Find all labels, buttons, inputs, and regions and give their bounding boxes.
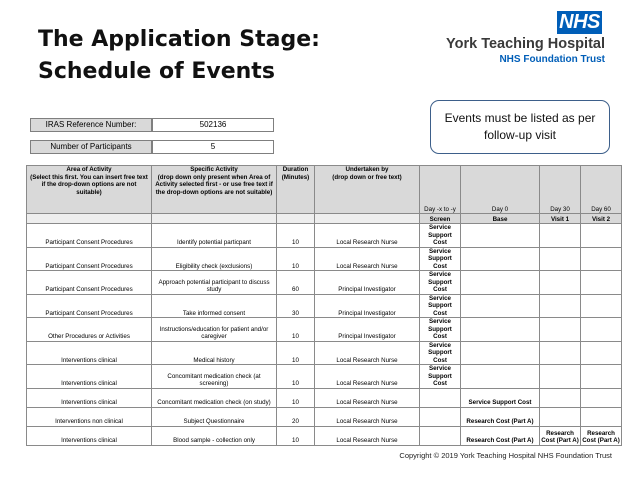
undertaken-by-cell[interactable]: Principal Investigator	[315, 271, 420, 295]
visit-cost-cell[interactable]: Service Support Cost	[420, 365, 461, 389]
visit-cost-cell[interactable]: Service Support Cost	[420, 247, 461, 271]
visit-cost-cell[interactable]: Research Cost (Part A)	[540, 426, 581, 445]
visit-cost-cell[interactable]: Service Support Cost	[420, 224, 461, 248]
visit-cost-cell[interactable]	[461, 294, 540, 318]
visit-cost-cell[interactable]	[461, 341, 540, 365]
area-of-activity-cell[interactable]: Participant Consent Procedures	[27, 247, 152, 271]
header-visit-day: Day 60	[581, 166, 622, 214]
visit-cost-cell[interactable]: Service Support Cost	[420, 341, 461, 365]
copyright-text: Copyright © 2019 York Teaching Hospital NHS Foundation Trust	[399, 451, 612, 460]
visit-cost-cell[interactable]	[540, 318, 581, 342]
visit-name: Screen	[420, 214, 461, 224]
table-row	[27, 426, 622, 445]
visit-cost-cell[interactable]: Service Support Cost	[420, 294, 461, 318]
duration-cell[interactable]: 30	[277, 294, 315, 318]
visit-cost-cell[interactable]	[581, 224, 622, 248]
nhs-logo-badge: NHS	[557, 11, 602, 34]
visit-cost-cell[interactable]	[461, 365, 540, 389]
header-visit-day: Day 30	[540, 166, 581, 214]
visit-cost-cell[interactable]	[540, 365, 581, 389]
table-header-row	[27, 166, 622, 214]
visit-name: Base	[461, 214, 540, 224]
visit-cost-cell[interactable]	[540, 271, 581, 295]
area-of-activity-cell[interactable]: Participant Consent Procedures	[27, 224, 152, 248]
visit-name-row	[27, 214, 622, 224]
duration-cell[interactable]: 10	[277, 224, 315, 248]
specific-activity-cell[interactable]: Concomitant medication check (on study)	[152, 388, 277, 407]
duration-cell[interactable]: 10	[277, 426, 315, 445]
area-of-activity-cell[interactable]: Interventions non clinical	[27, 407, 152, 426]
table-row	[27, 294, 622, 318]
duration-cell[interactable]: 20	[277, 407, 315, 426]
visit-cost-cell[interactable]: Service Support Cost	[420, 271, 461, 295]
header-visit-day: Day -x to -y	[420, 166, 461, 214]
duration-cell[interactable]: 10	[277, 365, 315, 389]
visit-cost-cell[interactable]	[540, 224, 581, 248]
header-duration: Duration (Minutes)	[277, 166, 315, 214]
visit-cost-cell[interactable]	[581, 388, 622, 407]
area-of-activity-cell[interactable]: Interventions clinical	[27, 341, 152, 365]
table-row	[27, 365, 622, 389]
table-row	[27, 271, 622, 295]
visit-cost-cell[interactable]	[540, 407, 581, 426]
participants-label: Number of Participants	[30, 140, 152, 154]
specific-activity-cell[interactable]: Blood sample - collection only	[152, 426, 277, 445]
table-row	[27, 224, 622, 248]
header-undertaken-by: Undertaken by (drop down or free text)	[315, 166, 420, 214]
visit-cost-cell[interactable]	[581, 365, 622, 389]
visit-cost-cell[interactable]: Research Cost (Part A)	[461, 407, 540, 426]
table-row	[27, 407, 622, 426]
table-row	[27, 388, 622, 407]
specific-activity-cell[interactable]: Instructions/education for patient and/or caregiver	[152, 318, 277, 342]
visit-cost-cell[interactable]	[581, 407, 622, 426]
visit-cost-cell[interactable]	[540, 247, 581, 271]
area-of-activity-cell[interactable]: Participant Consent Procedures	[27, 271, 152, 295]
duration-cell[interactable]: 10	[277, 341, 315, 365]
schedule-body	[27, 224, 622, 446]
undertaken-by-cell[interactable]: Principal Investigator	[315, 318, 420, 342]
specific-activity-cell[interactable]: Medical history	[152, 341, 277, 365]
visit-cost-cell[interactable]	[581, 247, 622, 271]
undertaken-by-cell[interactable]: Local Research Nurse	[315, 426, 420, 445]
undertaken-by-cell[interactable]: Local Research Nurse	[315, 341, 420, 365]
specific-activity-cell[interactable]: Concomitant medication check (at screening)	[152, 365, 277, 389]
undertaken-by-cell[interactable]: Local Research Nurse	[315, 224, 420, 248]
visit-cost-cell[interactable]	[461, 247, 540, 271]
area-of-activity-cell[interactable]: Participant Consent Procedures	[27, 294, 152, 318]
duration-cell[interactable]: 10	[277, 388, 315, 407]
duration-cell[interactable]: 60	[277, 271, 315, 295]
undertaken-by-cell[interactable]: Local Research Nurse	[315, 388, 420, 407]
area-of-activity-cell[interactable]: Other Procedures or Activities	[27, 318, 152, 342]
visit-cost-cell[interactable]	[461, 271, 540, 295]
visit-cost-cell[interactable]	[581, 341, 622, 365]
specific-activity-cell[interactable]: Approach potential participant to discuss study	[152, 271, 277, 295]
undertaken-by-cell[interactable]: Local Research Nurse	[315, 365, 420, 389]
visit-cost-cell[interactable]	[420, 426, 461, 445]
title-line-1: The Application Stage:	[38, 27, 320, 52]
header-visit-day: Day 0	[461, 166, 540, 214]
visit-cost-cell[interactable]: Service Support Cost	[461, 388, 540, 407]
org-name: York Teaching Hospital	[446, 36, 605, 52]
visit-cost-cell[interactable]	[581, 294, 622, 318]
undertaken-by-cell[interactable]: Principal Investigator	[315, 294, 420, 318]
visit-cost-cell[interactable]: Service Support Cost	[420, 318, 461, 342]
visit-cost-cell[interactable]	[581, 271, 622, 295]
page-title	[38, 24, 320, 88]
undertaken-by-cell[interactable]: Local Research Nurse	[315, 407, 420, 426]
duration-cell[interactable]: 10	[277, 318, 315, 342]
table-row	[27, 341, 622, 365]
note-text: Events must be listed as per follow-up visit	[444, 111, 596, 142]
table-row	[27, 318, 622, 342]
specific-activity-cell[interactable]: Eligibility check (exclusions)	[152, 247, 277, 271]
specific-activity-cell[interactable]: Identify potential particpant	[152, 224, 277, 248]
visit-name: Visit 2	[581, 214, 622, 224]
visit-cost-cell[interactable]	[540, 294, 581, 318]
area-of-activity-cell[interactable]: Interventions clinical	[27, 426, 152, 445]
participants-value-field[interactable]: 5	[152, 140, 274, 154]
org-trust-name: NHS Foundation Trust	[499, 54, 605, 65]
note-callout	[430, 100, 610, 154]
visit-cost-cell[interactable]: Research Cost (Part A)	[581, 426, 622, 445]
area-of-activity-cell[interactable]: Interventions clinical	[27, 388, 152, 407]
specific-activity-cell[interactable]: Subject Questionnaire	[152, 407, 277, 426]
visit-cost-cell[interactable]	[461, 224, 540, 248]
iras-label: IRAS Reference Number:	[30, 118, 152, 132]
header-area-of-activity: Area of Activity (Select this first. You can insert free text if the drop-down options are not suitable)	[27, 166, 152, 214]
header-specific-activity: Specific Activity (drop down only present when Area of Activity selected first - or use free text if the drop-down options are not suitable)	[152, 166, 277, 214]
title-line-2: Schedule of Events	[38, 59, 275, 84]
visit-cost-cell[interactable]	[420, 388, 461, 407]
table-row	[27, 247, 622, 271]
visit-cost-cell[interactable]: Research Cost (Part A)	[461, 426, 540, 445]
specific-activity-cell[interactable]: Take informed consent	[152, 294, 277, 318]
visit-cost-cell[interactable]	[461, 318, 540, 342]
visit-cost-cell[interactable]	[581, 318, 622, 342]
duration-cell[interactable]: 10	[277, 247, 315, 271]
visit-cost-cell[interactable]	[540, 388, 581, 407]
undertaken-by-cell[interactable]: Local Research Nurse	[315, 247, 420, 271]
schedule-table	[26, 165, 622, 446]
visit-cost-cell[interactable]	[540, 341, 581, 365]
visit-name: Visit 1	[540, 214, 581, 224]
iras-value-field[interactable]: 502136	[152, 118, 274, 132]
area-of-activity-cell[interactable]: Interventions clinical	[27, 365, 152, 389]
visit-cost-cell[interactable]	[420, 407, 461, 426]
